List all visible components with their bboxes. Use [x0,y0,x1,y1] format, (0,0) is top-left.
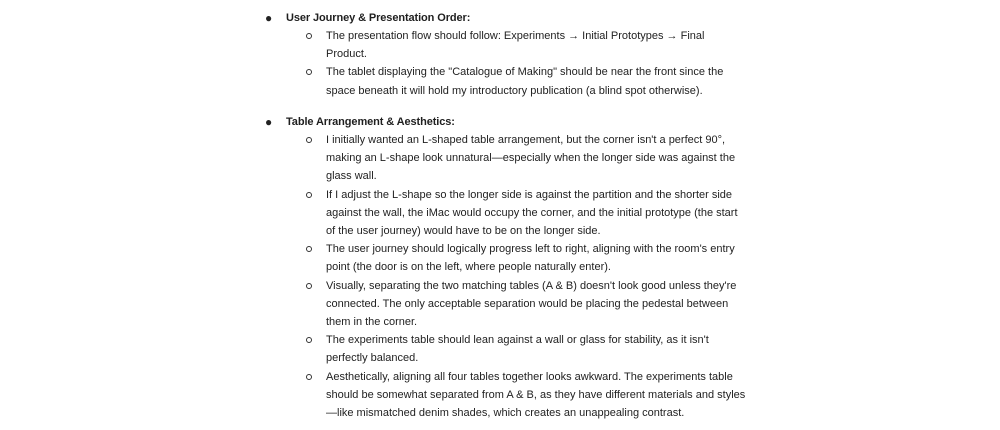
filled-bullet-icon: ● [265,115,273,129]
list-item-text: The tablet displaying the "Catalogue of Making" should be near the front since the space beneath it will hold my introductory publication (a blind spot otherwise). [326,66,724,97]
list-item-text: The presentation flow should follow: Experiments → Initial Prototypes → Final Product. [326,30,705,61]
sub-list [0,131,1000,422]
circle-bullet-icon [306,337,312,343]
circle-bullet-icon [306,137,312,143]
list-item [0,240,746,276]
circle-bullet-icon [306,246,312,252]
list-item [0,368,746,423]
section-user-journey [0,9,1000,100]
circle-bullet-icon [306,33,312,39]
section-table-arrangement [0,113,1000,422]
list-item-text: If I adjust the L-shape so the longer side is against the partition and the shorter side against the wall, the iMac would occupy the corner, and the initial prototype (the start of the user journey) would have to be on the longer side. [326,188,738,238]
list-item [0,131,746,186]
list-item [0,331,746,367]
sub-list [0,27,1000,100]
section-heading-row [0,113,1000,131]
circle-bullet-icon [306,192,312,198]
list-item [0,277,746,332]
circle-bullet-icon [306,283,312,289]
section-heading: User Journey & Presentation Order: [286,12,471,24]
list-item-text: I initially wanted an L-shaped table arrangement, but the corner isn't a perfect 90°, making an L-shape look unnatural—especially when the longer side was against the glass wall. [326,134,736,183]
list-item [0,63,746,99]
section-heading: Table Arrangement & Aesthetics: [286,116,455,128]
list-item-text: The experiments table should lean against a wall or glass for stability, as it isn't perfectly balanced. [326,334,709,365]
list-item [0,186,746,241]
circle-bullet-icon [306,374,312,380]
section-heading-row [0,9,1000,27]
filled-bullet-icon: ● [265,11,273,25]
list-item-text: The user journey should logically progress left to right, aligning with the room's entry point (the door is on the left, where people naturally enter). [326,243,735,274]
list-item-text: Visually, separating the two matching tables (A & B) doesn't look good unless they're connected. The only acceptable separation would be placing the pedestal between them in the corner. [326,279,737,329]
list-item-text: Aesthetically, aligning all four tables together looks awkward. The experiments table should be somewhat separated from A & B, as they have different materials and styles—like mismatched denim shades, which creates an unappealing contrast. [326,370,746,420]
circle-bullet-icon [306,69,312,75]
list-item [0,27,746,63]
